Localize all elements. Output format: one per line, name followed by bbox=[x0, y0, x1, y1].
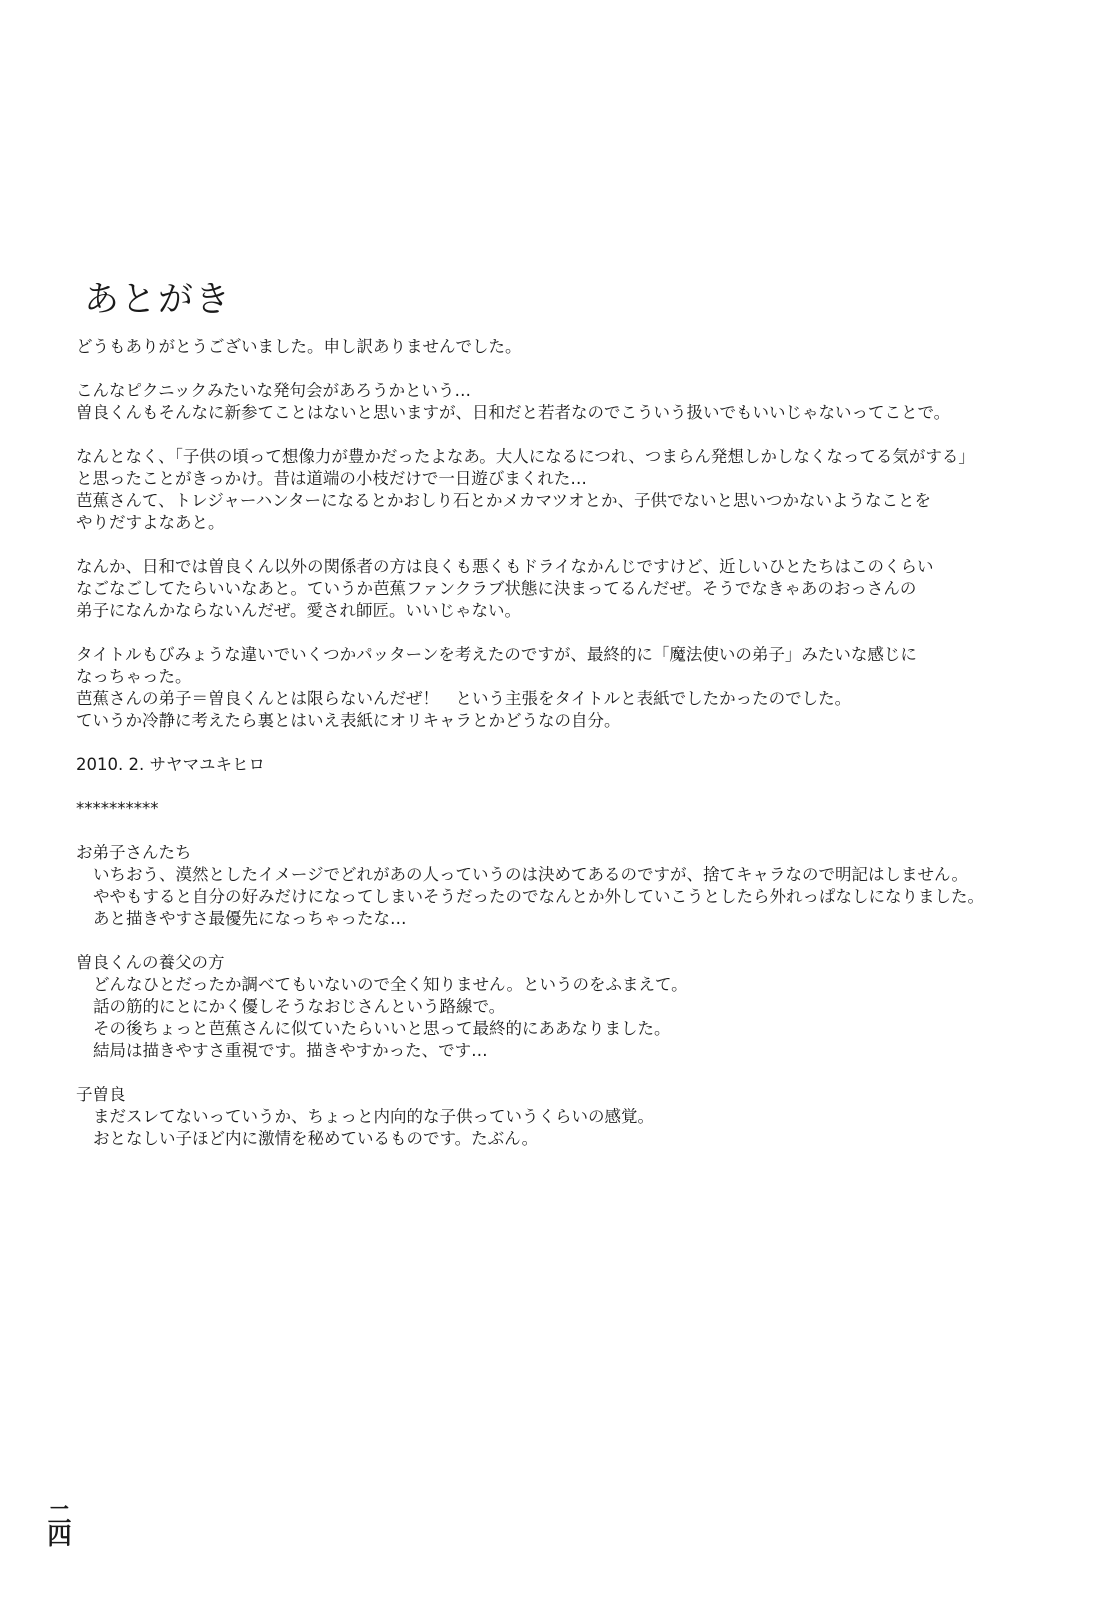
section-line: まだスレてないっていうか、ちょっと内向的な子供っていうくらいの感覚。 bbox=[93, 1107, 654, 1126]
section-line: ややもすると自分の好みだけになってしまいそうだったのでなんとか外していこうとしたら外れっぱなしになりました。 bbox=[93, 887, 984, 906]
paragraph-line: なんとなく、「子供の頃って想像力が豊かだったよなあ。大人になるにつれ、つまらん発想しかしなくなってる気がする」 bbox=[76, 447, 975, 466]
section-heading: 曽良くんの養父の方 bbox=[76, 953, 225, 972]
paragraph-gap bbox=[76, 1062, 1086, 1084]
section-line: 結局は描きやすさ重視です。描きやすかった、です… bbox=[93, 1041, 488, 1060]
section-heading: 子曽良 bbox=[76, 1085, 126, 1104]
separator: ********** bbox=[76, 799, 159, 818]
paragraph-line: やりだすよなあと。 bbox=[76, 513, 225, 532]
section-line: おとなしい子ほど内に激情を秘めているものです。たぶん。 bbox=[93, 1129, 539, 1148]
afterword-body bbox=[76, 336, 1086, 1150]
paragraph-gap bbox=[76, 930, 1086, 952]
paragraph-line: こんなピクニックみたいな発句会があろうかという… bbox=[76, 381, 472, 400]
paragraph-line: なごなごしてたらいいなあと。ていうか芭蕉ファンクラブ状態に決まってるんだぜ。そうでなきゃあのおっさんの bbox=[76, 579, 917, 598]
paragraph-gap bbox=[76, 534, 1086, 556]
section-line: どんなひとだったか調べてもいないので全く知りません。というのをふまえて。 bbox=[93, 975, 688, 994]
paragraph-line: ていうか冷静に考えたら裏とはいえ表紙にオリキャラとかどうなの自分。 bbox=[76, 711, 621, 730]
paragraph-line: 弟子になんかならないんだぜ。愛され師匠。いいじゃない。 bbox=[76, 601, 522, 620]
paragraph-gap bbox=[76, 622, 1086, 644]
paragraph-gap bbox=[76, 424, 1086, 446]
paragraph-gap bbox=[76, 358, 1086, 380]
paragraph-line: 芭蕉さんて、トレジャーハンターになるとかおしり石とかメカマツオとか、子供でないと思いつかないようなことを bbox=[76, 491, 931, 510]
section-line: あと描きやすさ最優先になっちゃったな… bbox=[93, 909, 407, 928]
paragraph-gap bbox=[76, 732, 1086, 754]
paragraph-line: 曽良くんもそんなに新参てことはないと思いますが、日和だと若者なのでこういう扱いでもいいじゃないってことで。 bbox=[76, 403, 951, 422]
paragraph-line: なっちゃった。 bbox=[76, 667, 192, 686]
section-heading: お弟子さんたち bbox=[76, 843, 192, 862]
paragraph-line: 芭蕉さんの弟子＝曽良くんとは限らないんだぜ！ という主張をタイトルと表紙でしたかったのでした。 bbox=[76, 689, 852, 708]
section-line: その後ちょっと芭蕉さんに似ていたらいいと思って最終的にああなりました。 bbox=[93, 1019, 671, 1038]
page-number: 二四 bbox=[43, 1502, 71, 1544]
paragraph-line: タイトルもびみょうな違いでいくつかパッターンを考えたのですが、最終的に「魔法使いの弟子」みたいな感じに bbox=[76, 645, 917, 664]
paragraph-line: どうもありがとうございました。申し訳ありませんでした。 bbox=[76, 337, 522, 356]
section-line: 話の筋的にとにかく優しそうなおじさんという路線で。 bbox=[93, 997, 506, 1016]
signature-date: 2010. 2. サヤマユキヒロ bbox=[76, 755, 265, 774]
paragraph-line: なんか、日和では曽良くん以外の関係者の方は良くも悪くもドライなかんじですけど、近しいひとたちはこのくらい bbox=[76, 557, 934, 576]
paragraph-gap bbox=[76, 820, 1086, 842]
page-title: あとがき bbox=[84, 280, 233, 320]
paragraph-gap bbox=[76, 776, 1086, 798]
paragraph-line: と思ったことがきっかけ。昔は道端の小枝だけで一日遊びまくれた… bbox=[76, 469, 587, 488]
section-line: いちおう、漠然としたイメージでどれがあの人っていうのは決めてあるのですが、捨てキャラなので明記はしません。 bbox=[93, 865, 968, 884]
